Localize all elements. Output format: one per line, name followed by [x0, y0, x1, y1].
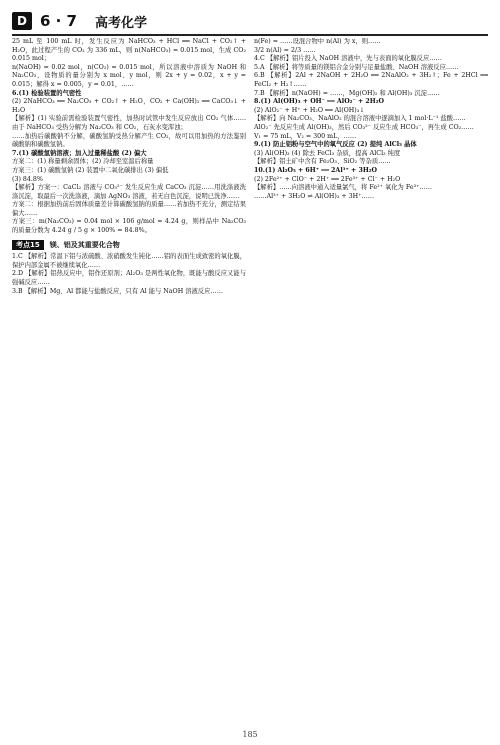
text-line: 【解析】铝土矿中含有 Fe₂O₃、SiO₂ 等杂质…… [254, 158, 391, 166]
header-divider [12, 34, 488, 36]
text-line: 方案二：(1) 称量剩余固体；(2) 冷却至室温后称量 [12, 158, 154, 166]
text-line: 3.B 【解析】Mg、Al 都能与盐酸反应，只有 Al 能与 NaOH 溶液反应…… [12, 287, 223, 295]
section-title: 镁、铝及其重要化合物 [49, 240, 120, 249]
text-line: (2) AlO₂⁻ + H⁺ + H₂O ══ Al(OH)₃↓ [254, 106, 365, 114]
answer-line: 6.(1) 检验装置的气密性 [12, 89, 82, 97]
text-line: 25 mL 至 100 mL 时，发生反应为 NaHCO₃ + HCl ══ NaCl + CO₂↑ + H₂O，此过程产生的 CO₂ 为 336 mL，则 n(NaHCO₃) = 0.015 mol，生成 CO₂ 0.015 mol； [12, 38, 246, 63]
answer-line: 9.(1) 防止铝粉与空气中的氧气反应 (2) 提纯 AlCl₃ 晶体 [254, 141, 417, 149]
text-line: 方案三：(1) 碳酸氢钠 (2) 装置中二氧化碳排出 (3) 偏低 [12, 166, 169, 174]
text-line: 【解析】向 Na₂CO₃、NaAlO₂ 的混合溶液中逐滴加入 1 mol·L⁻¹ 盐酸…… [254, 115, 466, 123]
answer-line: 8.(1) Al(OH)₃ + OH⁻ ══ AlO₂⁻ + 2H₂O [254, 98, 384, 106]
text-line: 6.B 【解析】2Al + 2NaOH + 2H₂O ══ 2NaAlO₂ + 3H₂↑；Fe + 2HCl ══ FeCl₂ + H₂↑…… [254, 72, 488, 88]
text-line: 7.B 【解析】n(NaOH) = ……，Mg(OH)₂ 和 Al(OH)₃ 沉淀…… [254, 89, 440, 97]
right-column [254, 38, 488, 726]
text-line: 4.C 【解析】铝片投入 NaOH 溶液中，先与表面的氧化膜反应…… [254, 55, 442, 63]
text-line: (3) Al(OH)₃ (4) 除去 FeCl₃ 杂质，提高 AlCl₃ 纯度 [254, 149, 401, 157]
text-line: (2) 2NaHCO₃ ══ Na₂CO₃ + CO₂↑ + H₂O，CO₂ + Ca(OH)₂ ══ CaCO₃↓ + H₂O [12, 98, 246, 114]
text-line: n(Fe) = ……设混合物中 n(Al) 为 x，则…… [254, 38, 381, 45]
page-header [12, 8, 488, 34]
subject-title: 高考化学 [95, 15, 148, 31]
text-line: 方案三：m(Na₂CO₃) = 0.04 mol × 106 g/mol = 4.24 g，则样品中 Na₂CO₃ 的质量分数为 4.24 g / 5 g × 100% = 84.8%。 [12, 218, 246, 235]
section-badge: D [12, 12, 32, 30]
answer-line: 10.(1) Al₂O₃ + 6H⁺ ══ 2Al³⁺ + 3H₂O [254, 166, 378, 174]
text-line: n(NaOH) = 0.02 mol，n(CO₂) = 0.015 mol，所以溶液中溶质为 NaOH 和 Na₂CO₃，设物质的量分别为 x mol、y mol，则 2x + y = 0.02，x + y = 0.015；解得 x = 0.005，y = 0.01，…… [12, 63, 246, 88]
section-tag: 考点15 [12, 240, 44, 251]
text-line: (2) 2Fe²⁺ + ClO⁻ + 2H⁺ ══ 2Fe³⁺ + Cl⁻ + H₂O [254, 175, 401, 183]
brand-logo: 6 · 7 [39, 12, 77, 30]
text-line: 【解析】……向溶液中通入适量氯气，将 Fe²⁺ 氧化为 Fe³⁺…… [254, 184, 433, 192]
text-line: (3) 84.8% [12, 175, 43, 183]
text-line: ……Al³⁺ + 3H₂O ⇌ Al(OH)₃ + 3H⁺…… [254, 192, 375, 200]
text-line: 方案二：根据加热前后固体质量差计算碳酸氢钠的质量……若加热不充分，测定结果偏大…… [12, 201, 246, 217]
text-line: 【解析】方案一：CaCl₂ 溶液与 CO₃²⁻ 发生反应生成 CaCO₃ 沉淀……用洗涤液洗涤沉淀，取最后一次洗涤液，滴加 AgNO₃ 溶液，若无白色沉淀，说明已洗净…… [12, 184, 246, 200]
text-line: 5.A 【解析】将等质量的镁铝合金分别与足量盐酸、NaOH 溶液反应…… [254, 63, 459, 71]
left-column [12, 38, 246, 726]
answer-line: 7.(1) 碳酸氢钠溶液；加入过量稀盐酸 (2) 偏大 [12, 149, 147, 157]
page-number: 185 [242, 730, 258, 739]
text-line: ……加热后碳酸钠不分解，碳酸氢钠受热分解产生 CO₂，故可以用加热的方法鉴别碳酸钠和碳酸氢钠。 [12, 132, 246, 149]
text-line: AlO₂⁻ 先反应生成 Al(OH)₃，然后 CO₃²⁻ 反应生成 HCO₃⁻，再生成 CO₂…… [254, 123, 474, 131]
text-line: 2.D 【解析】铝热反应中，铝作还原剂；Al₂O₃ 是两性氧化物，既能与酸反应又能与强碱反应…… [12, 270, 246, 287]
text-line: V₁ = 75 mL，V₂ = 300 mL，…… [254, 132, 357, 140]
text-line: 1.C 【解析】常温下铝与浓硫酸、浓硝酸发生钝化……铝的表面生成致密的氧化膜，保护内部金属不被继续氧化…… [12, 253, 246, 269]
section-heading [12, 240, 246, 251]
text-line: 【解析】(1) 实验前需检验装置气密性，加热时试管中发生反应放出 CO₂ 气体……由于 NaHCO₃ 受热分解为 Na₂CO₃ 和 CO₂，石灰水变浑浊； [12, 115, 246, 131]
text-line: 3/2 n(Al) = 2/3 …… [254, 46, 316, 54]
